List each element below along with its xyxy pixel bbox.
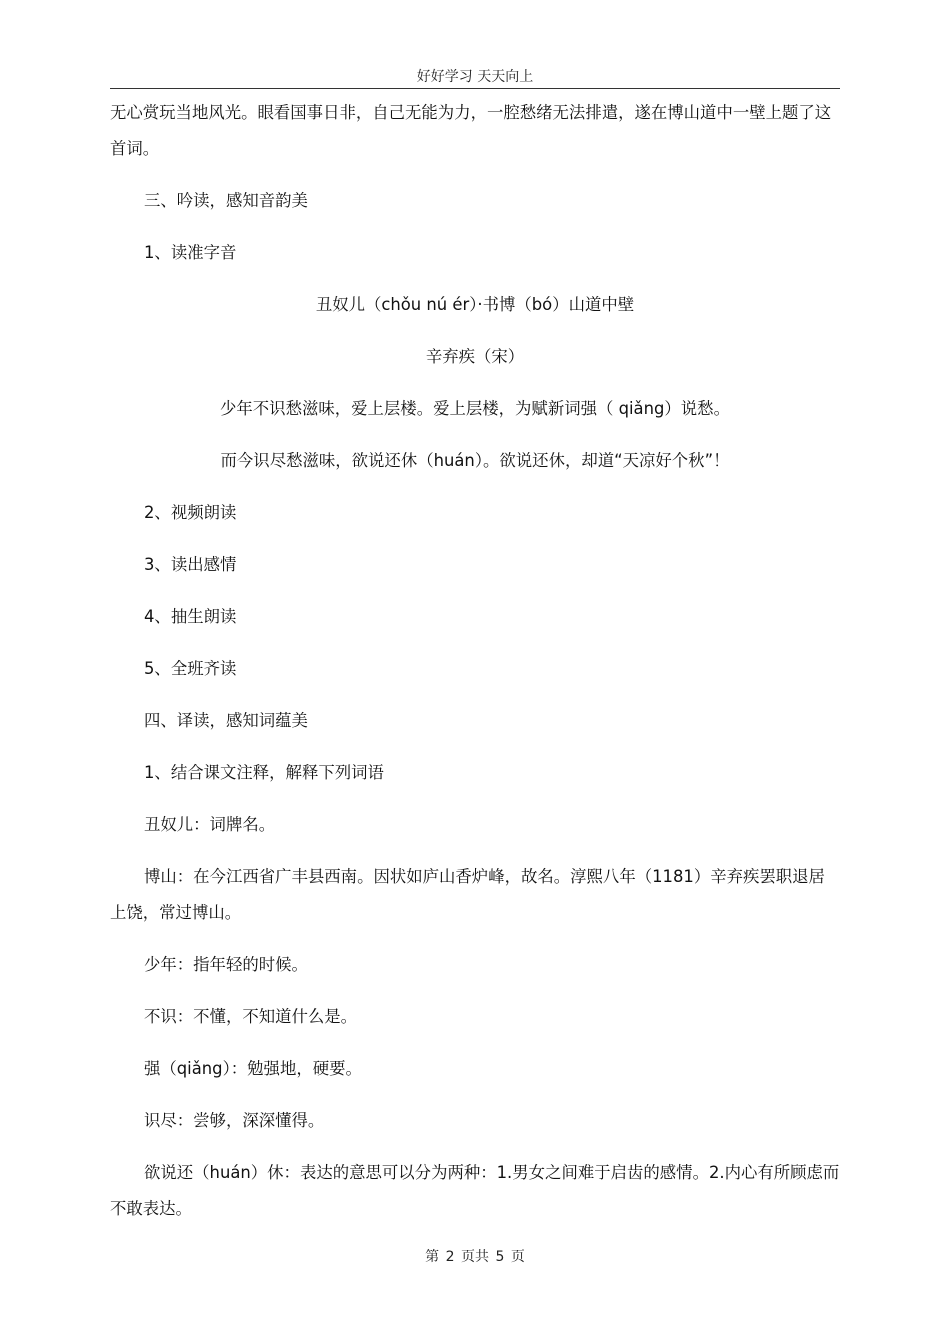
list-item: 1、读准字音 [144,243,237,262]
page-header: 好好学习 天天向上 [416,69,534,85]
list-item: 1、结合课文注释，解释下列词语 [144,763,384,782]
poem-author: 辛弃疾（宋） [425,347,525,366]
page-footer [110,1247,840,1267]
list-item: 3、读出感情 [144,555,237,574]
footer-prefix: 第 [425,1249,440,1265]
section-heading-recite: 三、吟读，感知音韵美 [144,191,308,210]
glossary-entry: 不识：不懂，不知道什么是。 [144,1007,358,1026]
footer-middle: 页共 [461,1249,489,1265]
glossary-entry: 丑奴儿：词牌名。 [144,815,276,834]
paragraph-continuation: 无心赏玩当地风光。眼看国事日非，自己无能为力，一腔愁绪无法排遣，遂在博山道中一壁上题了这首词。 [110,103,832,158]
list-item: 2、视频朗读 [144,503,237,522]
poem-line: 而今识尽愁滋味，欲说还休（huán）。欲说还休，却道“天凉好个秋”！ [220,451,730,470]
poem-title: 丑奴儿（chǒu nú ér）·书博（bó）山道中壁 [315,295,635,314]
list-item: 4、抽生朗读 [144,607,237,626]
footer-suffix: 页 [510,1249,525,1265]
page-number: 2 [445,1249,455,1265]
glossary-entry: 强（qiǎng）：勉强地，硬要。 [144,1059,362,1078]
header-divider [110,88,840,89]
glossary-entry: 识尽：尝够，深深懂得。 [144,1111,325,1130]
document-body [110,95,840,1227]
glossary-entry: 博山：在今江西省广丰县西南。因状如庐山香炉峰，故名。淳熙八年（1181）辛弃疾罢职退居上饶，常过博山。 [110,867,825,922]
glossary-entry: 少年：指年轻的时候。 [144,955,308,974]
glossary-entry: 欲说还（huán）休：表达的意思可以分为两种：1.男女之间难于启齿的感情。2.内心有所顾虑而不敢表达。 [110,1163,840,1218]
list-item: 5、全班齐读 [144,659,237,678]
section-heading-translate: 四、译读，感知词蕴美 [144,711,308,730]
poem-line: 少年不识愁滋味，爱上层楼。爱上层楼，为赋新词强（ qiǎng）说愁。 [220,399,730,418]
page-total: 5 [495,1249,505,1265]
